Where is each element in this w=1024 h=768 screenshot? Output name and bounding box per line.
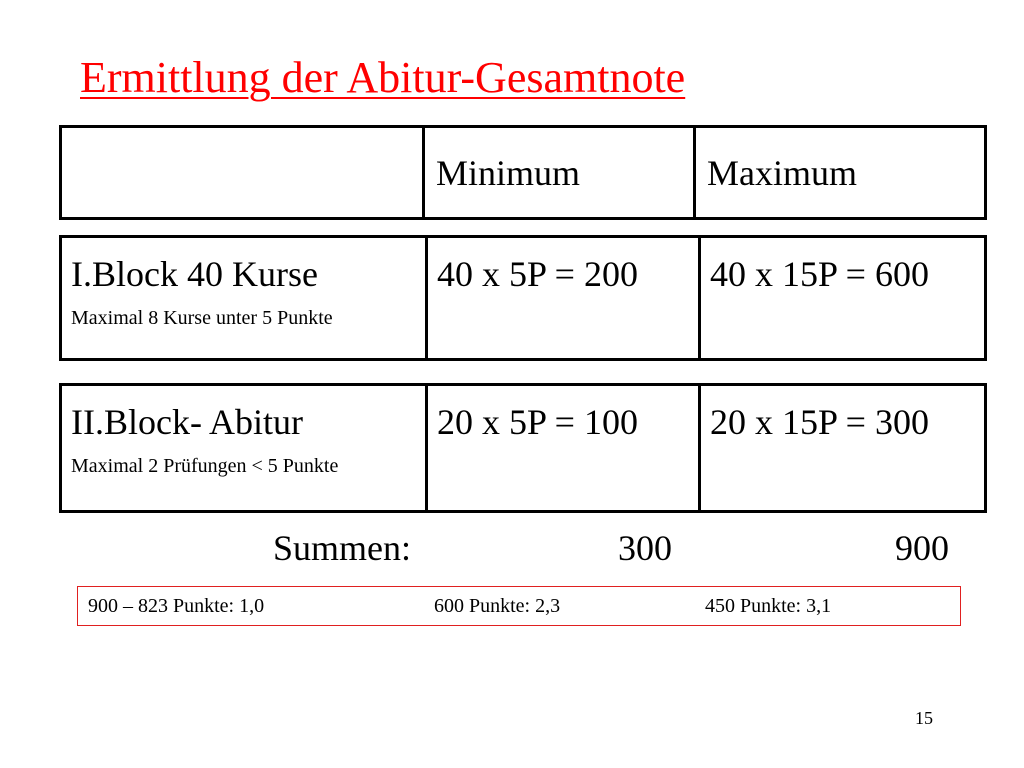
grade-example: 450 Punkte: 3,1 [705, 595, 832, 617]
block1-table [59, 235, 987, 361]
sum-minimum: 300 [618, 528, 672, 568]
block-cell [61, 385, 427, 512]
grade-example: 600 Punkte: 2,3 [434, 595, 561, 617]
table-row [61, 237, 986, 360]
maximum-value: 40 x 15P = 600 [710, 254, 929, 294]
minimum-value: 20 x 5P = 100 [437, 402, 638, 442]
header-table [59, 125, 987, 220]
block-label: II.Block- Abitur [71, 402, 303, 442]
maximum-cell [700, 385, 986, 512]
maximum-value: 20 x 15P = 300 [710, 402, 929, 442]
page-number: 15 [915, 708, 933, 728]
block-note: Maximal 8 Kurse unter 5 Punkte [71, 307, 333, 329]
grade-example: 900 – 823 Punkte: 1,0 [88, 595, 265, 617]
sum-maximum: 900 [895, 528, 949, 568]
block2-table [59, 383, 987, 513]
slide-title: Ermittlung der Abitur-Gesamtnote [80, 53, 686, 102]
header-row [61, 127, 986, 219]
header-maximum: Maximum [695, 127, 986, 219]
minimum-cell [427, 237, 700, 360]
minimum-cell [427, 385, 700, 512]
block-note: Maximal 2 Prüfungen < 5 Punkte [71, 455, 339, 477]
block-cell [61, 237, 427, 360]
block-label: I.Block 40 Kurse [71, 254, 318, 294]
maximum-cell [700, 237, 986, 360]
minimum-value: 40 x 5P = 200 [437, 254, 638, 294]
grade-scale-box [77, 586, 961, 626]
header-empty-cell [61, 127, 424, 219]
header-minimum: Minimum [424, 127, 695, 219]
table-row [61, 385, 986, 512]
sums-label: Summen: [273, 528, 412, 568]
